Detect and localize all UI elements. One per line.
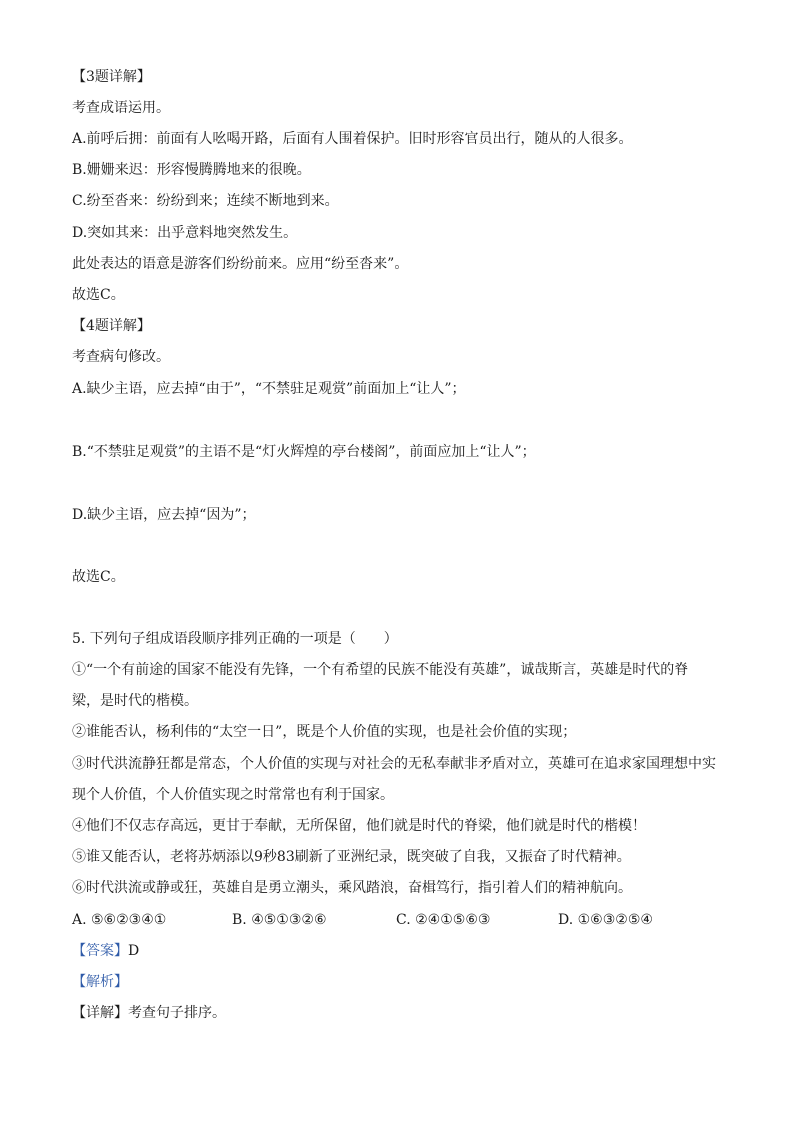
q5-sentence-5: ⑤谁又能否认，老将苏炳添以9秒83刷新了亚洲纪录，既突破了自我，又振奋了时代精神。 — [72, 849, 631, 865]
q3-option-c: C.纷至沓来：纷纷到来；连续不断地到来。 — [72, 193, 339, 209]
q3-option-b: B.姗姗来迟：形容慢腾腾地来的很晚。 — [72, 162, 311, 178]
q3-heading: 【3题详解】 — [72, 69, 151, 85]
q5-option-c: C. ②④①⑤⑥③ — [396, 912, 491, 928]
q5-sentence-4: ④他们不仅志存高远，更甘于奉献，无所保留，他们就是时代的脊梁，他们就是时代的楷模！ — [72, 818, 646, 834]
q3-topic: 考查成语运用。 — [72, 100, 170, 116]
answer-value: D — [128, 943, 140, 959]
q4-option-a: A.缺少主语，应去掉“由于”，“不禁驻足观赏”前面加上“让人”； — [72, 381, 466, 397]
q5-option-b: B. ④⑤①③②⑥ — [232, 912, 327, 928]
q5-option-a: A. ⑤⑥②③④① — [72, 912, 167, 928]
q5-sentence-2: ②谁能否认，杨利伟的“太空一日”，既是个人价值的实现，也是社会价值的实现； — [72, 724, 577, 740]
q5-detail-line — [72, 1004, 226, 1022]
q5-stem: 5. 下列句子组成语段顺序排列正确的一项是（ ） — [72, 631, 398, 647]
detail-text: 考查句子排序。 — [128, 1005, 226, 1021]
q4-heading: 【4题详解】 — [72, 318, 151, 334]
q5-sentence-1-cont: 梁，是时代的楷模。 — [72, 693, 198, 709]
q3-option-a: A.前呼后拥：前面有人吆喝开路，后面有人围着保护。旧时形容官员出行，随从的人很多。 — [72, 131, 633, 147]
q4-answer: 故选C。 — [72, 569, 125, 585]
q4-option-d: D.缺少主语，应去掉“因为”； — [72, 507, 256, 523]
analysis-label: 【解析】 — [72, 974, 128, 990]
q5-sentence-6: ⑥时代洪流或静或狂，英雄自是勇立潮头，乘风踏浪，奋楫笃行，指引着人们的精神航向。 — [72, 880, 632, 896]
q3-option-d: D.突如其来：出乎意料地突然发生。 — [72, 225, 298, 241]
q5-option-d: D. ①⑥③②⑤④ — [558, 912, 653, 928]
q5-answer-line — [72, 942, 139, 960]
q5-sentence-3: ③时代洪流静狂都是常态，个人价值的实现与对社会的无私奉献非矛盾对立，英雄可在追求家国理想中实 — [72, 756, 716, 772]
q5-sentence-3-cont: 现个人价值，个人价值实现之时常常也有利于国家。 — [72, 787, 394, 803]
q3-answer: 故选C。 — [72, 287, 125, 303]
answer-label: 【答案】 — [72, 943, 128, 959]
q4-topic: 考查病句修改。 — [72, 349, 170, 365]
q5-sentence-1: ①“一个有前途的国家不能没有先锋，一个有希望的民族不能没有英雄”，诚哉斯言，英雄是时代的脊 — [72, 662, 689, 678]
q3-note: 此处表达的语意是游客们纷纷前来。应用“纷至沓来”。 — [72, 256, 409, 272]
q4-option-b: B.“不禁驻足观赏”的主语不是“灯火辉煌的亭台楼阁”，前面应加上“让人”； — [72, 444, 536, 460]
detail-label: 【详解】 — [72, 1005, 128, 1021]
